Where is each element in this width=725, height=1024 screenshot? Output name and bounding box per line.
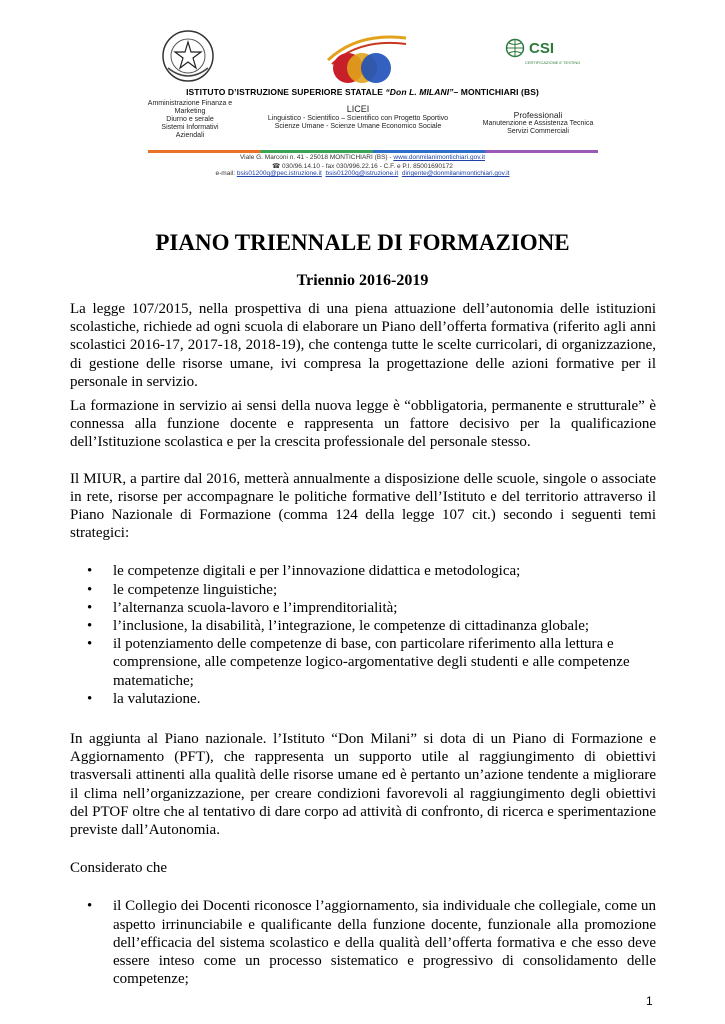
paragraph: Considerato che: [70, 860, 168, 877]
school-email-link[interactable]: bsis01200q@istruzione.it: [325, 170, 399, 177]
letterhead: [0, 0, 725, 185]
institute-title: ISTITUTO D’ISTRUZIONE SUPERIORE STATALE “Don L. MILANI”– MONTICHIARI (BS): [186, 87, 539, 97]
globe-icon: [505, 38, 525, 58]
bullet-icon: •: [87, 581, 93, 598]
republic-emblem-icon: [160, 28, 216, 84]
list-item: • le competenze linguistiche;: [87, 581, 278, 598]
list-item: • l’inclusione, la disabilità, l’integrazione, le competenze di cittadinanza globale;: [87, 618, 590, 635]
color-divider: [148, 150, 598, 153]
strategic-themes-list: [70, 562, 656, 708]
list-item: • l’alternanza scuola-lavoro e l’imprenditorialità;: [87, 599, 398, 616]
bullet-icon: •: [87, 898, 93, 915]
bullet-icon: •: [87, 690, 93, 707]
phone-line: ☎ 030/96.14.10 - fax 030/996.22.16 - C.F. e P.I. 85001690172: [272, 163, 453, 170]
paragraph: In aggiunta al Piano nazionale. l’Istituto “Don Milani” si dota di un Piano di Formazione e Aggiornamento (PFT), che rappresenta un supporto utile al raggiungimento di obiettivi trasversali attinenti alla qualità delle risorse umane ed è pertanto un’azione tendente a migliorare il clima nell’organizzazione, per creare condizioni favorevoli al raggiungimento degli obiettivi del PTOF oltre che al tentativo di dare corpo ad attività di confronto, di ricerca e sperimentazione previste dall’Autonomia.: [70, 731, 656, 839]
courses-right: Professionali Manutenzione e Assistenza Tecnica Servizi Commerciali: [482, 110, 594, 135]
document-body: [70, 300, 656, 989]
address-line: Viale G. Marconi n. 41 - 25018 MONTICHIARI (BS) - www.donmilanimontichiari.gov.it: [239, 154, 486, 161]
header-mark: ·: [578, 176, 580, 181]
bullet-icon: •: [87, 599, 93, 616]
school-logo: [318, 30, 408, 86]
principal-email-link[interactable]: dirigente@donmilanimontichiari.gov.it: [401, 170, 510, 177]
bullet-icon: •: [87, 636, 93, 653]
list-item: • le competenze digitali e per l’innovazione didattica e metodologica;: [87, 563, 521, 580]
page-number: 1: [646, 994, 653, 1008]
paragraph: La formazione in servizio ai sensi della nuova legge è “obbligatoria, permanente e strutturale” è connessa alla funzione docente e rappresenta un fattore decisivo per la qualificazione dell’Istituzione scolastica e per la crescita professionale del personale stesso.: [70, 398, 656, 451]
website-link[interactable]: www.donmilanimontichiari.gov.it: [393, 154, 486, 161]
paragraph: La legge 107/2015, nella prospettiva di una piena attuazione dell’autonomia delle istituzioni scolastiche, richiede ad ogni scuola di elaborare un Piano dell’offerta formativa (riferito agli anni scolastici 2016-17, 2017-18, 2018-19), che contenga tutte le scelte curricolari, di organizzazione, di gestione delle risorse umane, ivi compresa la progettazione delle azioni formative per il personale in servizio.: [70, 301, 656, 390]
list-item: • la valutazione.: [87, 690, 201, 707]
email-line: e-mail: bsis01200q@pec.istruzione.it bsis01200q@istruzione.it dirigente@donmilanimontichiari.gov.it: [215, 170, 510, 177]
paragraph: Il MIUR, a partire dal 2016, metterà annualmente a disposizione delle scuole, singole o associate in rete, risorse per accompagnare le politiche formative dell’Istituto e del territorio attraverso il Piano Nazionale di Formazione (comma 124 della legge 107 cit.) secondo i seguenti temi strategici:: [70, 470, 656, 542]
pec-email-link[interactable]: bsis01200q@pec.istruzione.it: [236, 170, 322, 177]
courses-left: Amministrazione Finanza e Marketing Diurno e serale Sistemi Informativi Aziendali: [147, 100, 233, 139]
considerations-list: [70, 897, 656, 988]
bullet-icon: •: [87, 618, 93, 635]
list-item: • il potenziamento delle competenze di base, con particolare riferimento alla lettura e comprensione, alle competenze logico-argomentative degli studenti e alle competenze matematiche;: [87, 636, 630, 689]
list-item: • il Collegio dei Docenti riconosce l’aggiornamento, sia individuale che collegiale, come un aspetto irrinunciabile e qualificante della funzione docente, funzionale alla promozione dell’efficacia del sistema scolastico e della qualità dell’offerta formativa e che esso deve essere inteso come un processo sistematico e progressivo di consolidamento delle competenze;: [87, 898, 656, 988]
csi-logo: [505, 38, 581, 74]
csi-subtitle: CERTIFICAZIONE E TESTING: [525, 60, 581, 65]
page-subtitle: Triennio 2016-2019: [296, 272, 429, 289]
csi-name: CSI: [529, 40, 555, 57]
courses-middle: LICEI Linguistico - Scientifico – Scientifico con Progetto Sportivo Scienze Umane - Scienze Umane Economico Sociale: [267, 104, 449, 130]
page-title: PIANO TRIENNALE DI FORMAZIONE: [155, 230, 570, 255]
bullet-icon: •: [87, 563, 93, 580]
